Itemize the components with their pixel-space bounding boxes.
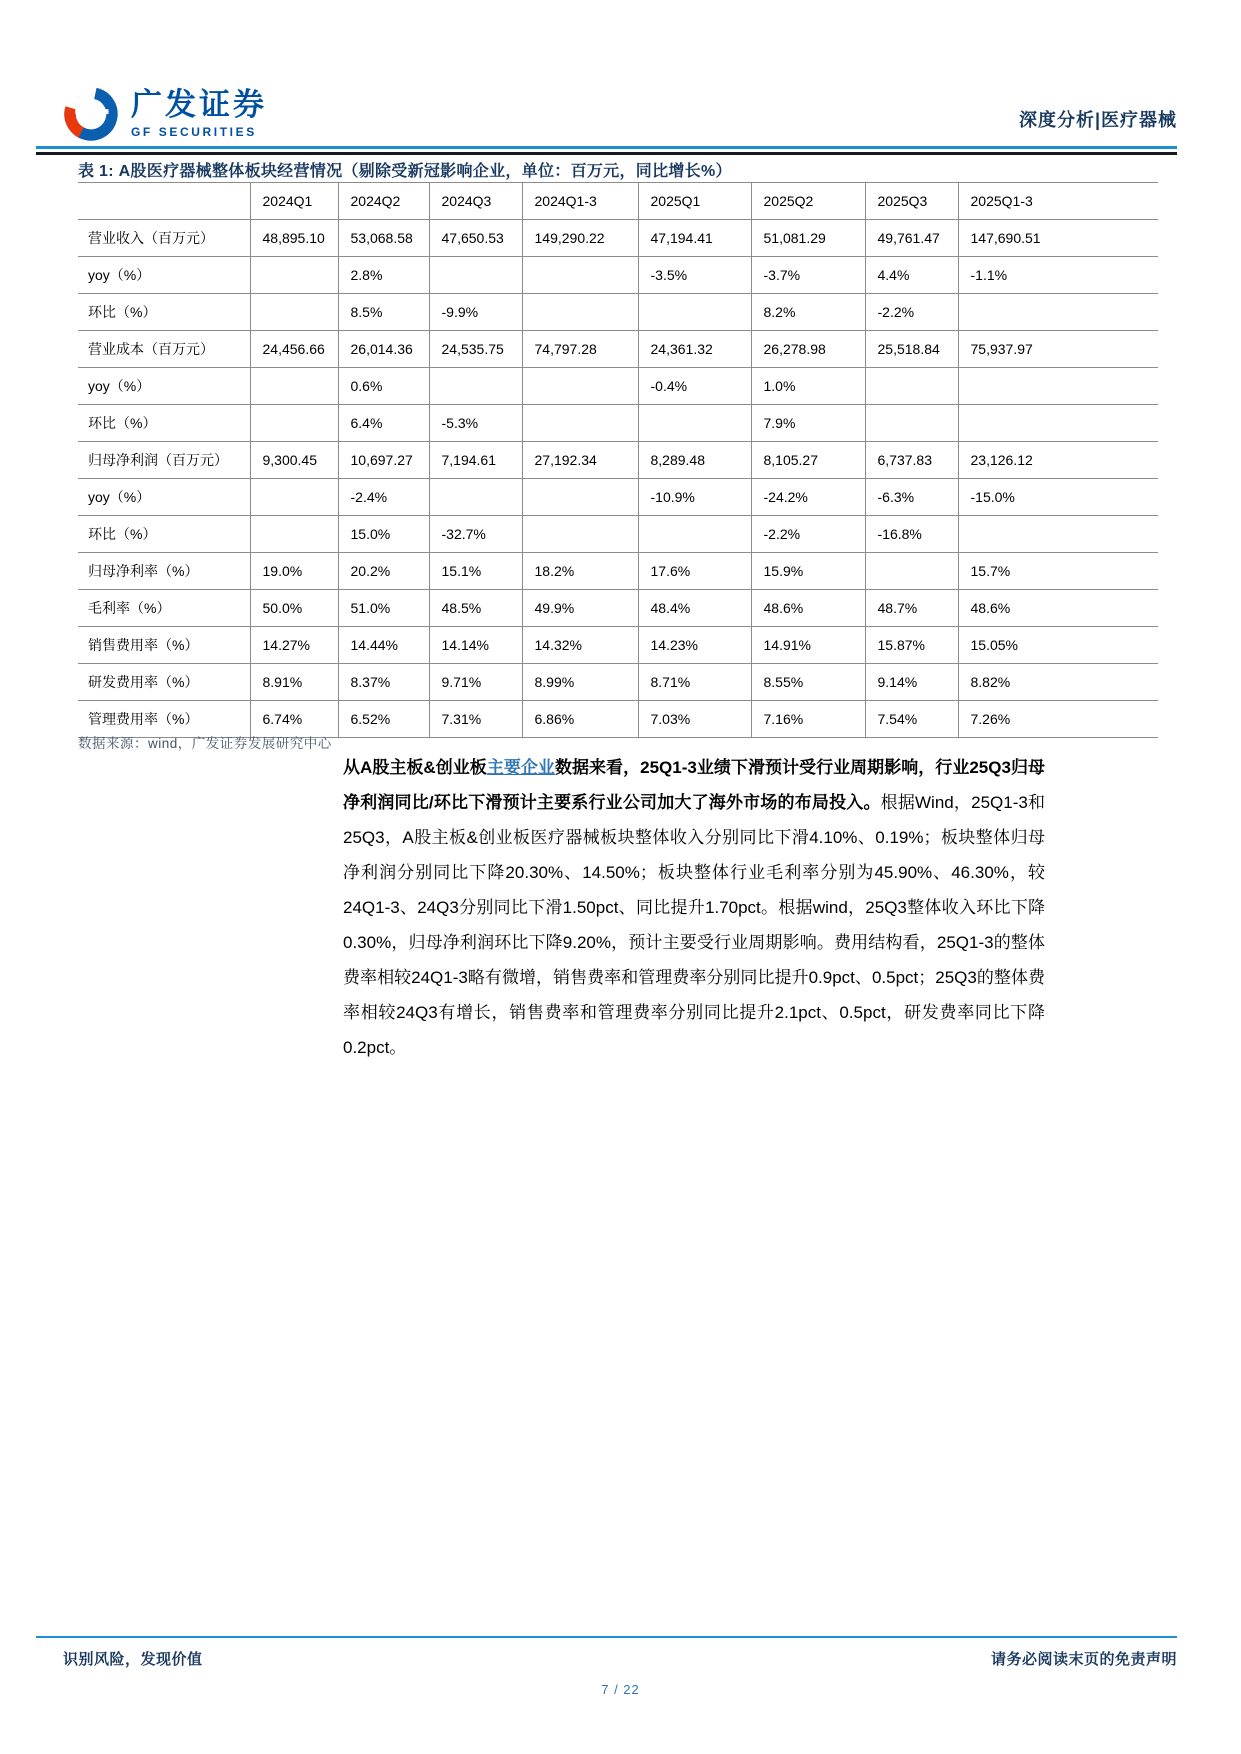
cell: 4.4%: [865, 257, 958, 294]
row-label: 环比（%）: [78, 516, 250, 553]
cell: 15.1%: [429, 553, 522, 590]
cell: 10,697.27: [338, 442, 429, 479]
cell: 14.14%: [429, 627, 522, 664]
cell: 147,690.51: [958, 220, 1158, 257]
row-label: 销售费用率（%）: [78, 627, 250, 664]
cell: 7.03%: [638, 701, 751, 738]
cell: 24,361.32: [638, 331, 751, 368]
brand-name-en: GF SECURITIES: [131, 125, 257, 140]
table-source: 数据来源：wind，广发证券发展研究中心: [78, 736, 332, 751]
cell: [522, 294, 638, 331]
cell: [958, 294, 1158, 331]
table-row: [78, 220, 1158, 257]
cell: 15.9%: [751, 553, 865, 590]
cell: 15.0%: [338, 516, 429, 553]
cell: [250, 368, 338, 405]
cell: 14.44%: [338, 627, 429, 664]
cell: 25,518.84: [865, 331, 958, 368]
column-header: 2025Q1: [638, 183, 751, 220]
table-top-rule: [36, 152, 1177, 155]
brand-name-cn: 广发证券: [131, 86, 267, 122]
cell: [638, 516, 751, 553]
table-row: [78, 442, 1158, 479]
cell: [522, 516, 638, 553]
cell: 48,895.10: [250, 220, 338, 257]
cell: 15.7%: [958, 553, 1158, 590]
row-label: 归母净利润（百万元）: [78, 442, 250, 479]
column-header: 2025Q3: [865, 183, 958, 220]
cell: 14.91%: [751, 627, 865, 664]
cell: -10.9%: [638, 479, 751, 516]
cell: 47,650.53: [429, 220, 522, 257]
cell: -2.2%: [865, 294, 958, 331]
column-header: 2024Q3: [429, 183, 522, 220]
cell: 8.91%: [250, 664, 338, 701]
cell: [429, 368, 522, 405]
column-header: 2024Q2: [338, 183, 429, 220]
table-row: [78, 516, 1158, 553]
cell: 0.6%: [338, 368, 429, 405]
cell: 50.0%: [250, 590, 338, 627]
cell: [865, 553, 958, 590]
cell: 17.6%: [638, 553, 751, 590]
cell: [958, 368, 1158, 405]
footer-rule: [36, 1636, 1177, 1638]
body-paragraph: [343, 750, 1045, 1065]
cell: 74,797.28: [522, 331, 638, 368]
cell: -1.1%: [958, 257, 1158, 294]
cell: 20.2%: [338, 553, 429, 590]
cell: 6.52%: [338, 701, 429, 738]
table-row: [78, 331, 1158, 368]
row-label: 营业成本（百万元）: [78, 331, 250, 368]
cell: -24.2%: [751, 479, 865, 516]
cell: 8.99%: [522, 664, 638, 701]
row-label: yoy（%）: [78, 479, 250, 516]
cell: 8.82%: [958, 664, 1158, 701]
cell: 26,014.36: [338, 331, 429, 368]
header-row: [78, 183, 1158, 220]
cell: 49.9%: [522, 590, 638, 627]
cell: 48.4%: [638, 590, 751, 627]
cell: 7,194.61: [429, 442, 522, 479]
cell: 7.54%: [865, 701, 958, 738]
cell: 26,278.98: [751, 331, 865, 368]
cell: 14.23%: [638, 627, 751, 664]
cell: [250, 257, 338, 294]
cell: 8,105.27: [751, 442, 865, 479]
cell: 27,192.34: [522, 442, 638, 479]
cell: 75,937.97: [958, 331, 1158, 368]
cell: [250, 294, 338, 331]
cell: 8.37%: [338, 664, 429, 701]
table-row: [78, 553, 1158, 590]
cell: -5.3%: [429, 405, 522, 442]
cell: 9,300.45: [250, 442, 338, 479]
cell: [250, 479, 338, 516]
row-label: 毛利率（%）: [78, 590, 250, 627]
cell: -3.5%: [638, 257, 751, 294]
cell: 9.14%: [865, 664, 958, 701]
brand-text: [131, 86, 267, 140]
cell: 1.0%: [751, 368, 865, 405]
cell: 7.31%: [429, 701, 522, 738]
cell: 49,761.47: [865, 220, 958, 257]
cell: 8,289.48: [638, 442, 751, 479]
row-label: yoy（%）: [78, 257, 250, 294]
cell: -3.7%: [751, 257, 865, 294]
cell: 7.26%: [958, 701, 1158, 738]
table-container: [78, 182, 1158, 738]
cell: -32.7%: [429, 516, 522, 553]
cell: 23,126.12: [958, 442, 1158, 479]
cell: [638, 294, 751, 331]
table-row: [78, 627, 1158, 664]
cell: [429, 257, 522, 294]
table-row: [78, 664, 1158, 701]
para-bold-rest: 数据来看，25Q1-3业绩下滑预计受行业周期影响，行业25Q3归母净利润同比/环比下滑预计主要系行业公司加大了海外市场的布局投入。: [343, 758, 1045, 812]
para-regular-text: 根据Wind，25Q1-3和25Q3，A股主板&创业板医疗器械板块整体收入分别同比下滑4.10%、0.19%；板块整体归母净利润分别同比下降20.30%、14.50%；板块整体行业毛利率分别为45.90%、46.30%，较24Q1-3、24Q3分别同比下滑1.50pct、同比提升1.70pct。根据wind，25Q3整体收入环比下降0.30%，归母净利润环比下降9.20%，预计主要受行业周期影响。费用结构看，25Q1-3的整体费率相较24Q1-3略有微增，销售费率和管理费率分别同比提升0.9pct、0.5pct；25Q3的整体费率相较24Q3有增长，销售费率和管理费率分别同比提升2.1pct、0.5pct，研发费率同比下降0.2pct。: [343, 793, 1045, 1057]
cell: [250, 516, 338, 553]
financial-table: [78, 182, 1158, 738]
table-row: [78, 368, 1158, 405]
table-row: [78, 590, 1158, 627]
corner-cell: [78, 183, 250, 220]
cell: 48.5%: [429, 590, 522, 627]
cell: 7.9%: [751, 405, 865, 442]
page-number: 7 / 22: [601, 1682, 640, 1697]
cell: 53,068.58: [338, 220, 429, 257]
cell: 6.4%: [338, 405, 429, 442]
cell: [865, 405, 958, 442]
table-row: [78, 257, 1158, 294]
para-bold-lead: 从A股主板&创业板: [343, 758, 487, 777]
cell: 2.8%: [338, 257, 429, 294]
header-doc-label: 深度分析|医疗器械: [1018, 110, 1177, 130]
cell: [638, 405, 751, 442]
cell: 18.2%: [522, 553, 638, 590]
cell: 6.86%: [522, 701, 638, 738]
cell: -2.4%: [338, 479, 429, 516]
footer-disclaimer-note: 请务必阅读末页的免责声明: [990, 1651, 1177, 1668]
row-label: 管理费用率（%）: [78, 701, 250, 738]
table-row: [78, 405, 1158, 442]
cell: [522, 257, 638, 294]
cell: 6,737.83: [865, 442, 958, 479]
cell: 51.0%: [338, 590, 429, 627]
cell: 15.87%: [865, 627, 958, 664]
cell: -0.4%: [638, 368, 751, 405]
row-label: 归母净利率（%）: [78, 553, 250, 590]
cell: 149,290.22: [522, 220, 638, 257]
cell: 48.7%: [865, 590, 958, 627]
cell: 48.6%: [958, 590, 1158, 627]
cell: 14.27%: [250, 627, 338, 664]
table-title: 表 1: A股医疗器械整体板块经营情况（剔除受新冠影响企业，单位：百万元，同比增长%）: [78, 163, 732, 180]
cell: [865, 368, 958, 405]
cell: 6.74%: [250, 701, 338, 738]
header-rule: [36, 146, 1177, 149]
cell: [522, 405, 638, 442]
cell: [958, 516, 1158, 553]
column-header: 2024Q1-3: [522, 183, 638, 220]
gf-securities-logo-icon: [63, 86, 119, 142]
cell: 14.32%: [522, 627, 638, 664]
row-label: 环比（%）: [78, 294, 250, 331]
column-header: 2025Q1-3: [958, 183, 1158, 220]
cell: -9.9%: [429, 294, 522, 331]
cell: 8.55%: [751, 664, 865, 701]
cell: 19.0%: [250, 553, 338, 590]
cell: 15.05%: [958, 627, 1158, 664]
table-row: [78, 479, 1158, 516]
row-label: 营业收入（百万元）: [78, 220, 250, 257]
cell: [429, 479, 522, 516]
row-label: 研发费用率（%）: [78, 664, 250, 701]
row-label: 环比（%）: [78, 405, 250, 442]
cell: 48.6%: [751, 590, 865, 627]
cell: 24,535.75: [429, 331, 522, 368]
cell: [522, 479, 638, 516]
cell: -2.2%: [751, 516, 865, 553]
cell: [250, 405, 338, 442]
cell: -6.3%: [865, 479, 958, 516]
cell: 8.71%: [638, 664, 751, 701]
cell: 51,081.29: [751, 220, 865, 257]
cell: [522, 368, 638, 405]
cell: 47,194.41: [638, 220, 751, 257]
cell: 24,456.66: [250, 331, 338, 368]
header-logo: [63, 86, 267, 142]
cell: -16.8%: [865, 516, 958, 553]
cell: 8.2%: [751, 294, 865, 331]
cell: 7.16%: [751, 701, 865, 738]
column-header: 2025Q2: [751, 183, 865, 220]
cell: [958, 405, 1158, 442]
row-label: yoy（%）: [78, 368, 250, 405]
table-row: [78, 294, 1158, 331]
para-company-link[interactable]: 主要企业: [486, 758, 555, 777]
footer-slogan: 识别风险，发现价值: [63, 1651, 203, 1668]
cell: 8.5%: [338, 294, 429, 331]
column-header: 2024Q1: [250, 183, 338, 220]
cell: -15.0%: [958, 479, 1158, 516]
cell: 9.71%: [429, 664, 522, 701]
